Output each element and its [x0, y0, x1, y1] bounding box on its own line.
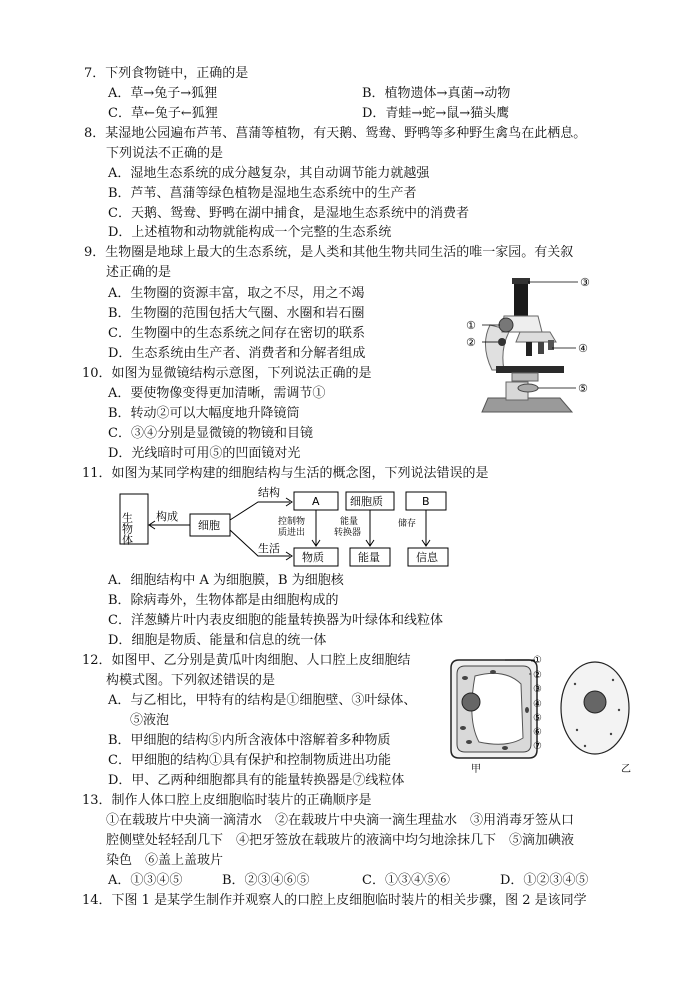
- cell-yi-label: 乙: [621, 764, 631, 775]
- cell-label-2: ②: [533, 670, 542, 681]
- compose-label: 构成: [156, 510, 178, 523]
- q13-steps-line2: 腔侧壁处轻轻刮几下 ④把牙签放在载玻片的液滴中均匀地涂抹几下 ⑤滴加碘液: [106, 833, 575, 848]
- q13-stem: 13．制作人体口腔上皮细胞临时装片的正确顺序是: [82, 793, 372, 808]
- cell-label-4: ④: [533, 699, 542, 710]
- organism-label-part: 生物体: [120, 512, 134, 545]
- structure-label: 结构: [258, 486, 280, 499]
- life-label: 生活: [258, 542, 280, 555]
- q12-option-a-line2: ⑤液泡: [130, 713, 170, 728]
- q10-option-b: B．转动②可以大幅度地升降镜筒: [108, 406, 300, 421]
- q8-option-c: C．天鹅、鸳鸯、野鸭在湖中捕食，是湿地生态系统中的消费者: [108, 206, 469, 221]
- q9-stem-line1: 9．生物圈是地球上最大的生态系统，是人类和其他生物共同生活的唯一家园。有关叙: [84, 245, 574, 260]
- q7-option-a: A．草→兔子→狐狸: [108, 86, 218, 101]
- q9-stem-line2: 述正确的是: [106, 265, 172, 280]
- microscope-label-4: ④: [578, 342, 588, 355]
- q7-option-d: D．青蛙→蛇→鼠→猫头鹰: [362, 106, 510, 121]
- cell-label-6: ⑥: [533, 727, 542, 738]
- control-label-1: 控制物: [278, 517, 306, 527]
- storage-label: 储存: [398, 519, 417, 529]
- q13-option-c: C．①③④⑤⑥: [362, 873, 450, 888]
- matter-label: 物质: [302, 551, 324, 564]
- q12-stem-line2: 构模式图。下列叙述错误的是: [106, 673, 276, 688]
- q12-option-d: D．甲、乙两种细胞都具有的能量转换器是⑦线粒体: [108, 773, 405, 788]
- q9-option-b: B．生物圈的范围包括大气圈、水圈和岩石圈: [108, 306, 365, 321]
- q12-option-a-line1: A．与乙相比，甲特有的结构是①细胞壁、③叶绿体、: [108, 693, 417, 708]
- q8-stem-line1: 8．某湿地公园遍布芦苇、菖蒲等植物，有天鹅、鸳鸯、野鸭等多种野生禽鸟在此栖息。: [84, 126, 587, 141]
- q13-steps-line3: 染色 ⑥盖上盖玻片: [106, 853, 224, 868]
- microscope-label-5: ⑤: [578, 382, 588, 395]
- q9-option-c: C．生物圈中的生态系统之间存在密切的联系: [108, 326, 365, 341]
- q7-option-b: B．植物遗体→真菌→动物: [362, 86, 511, 101]
- cell-label-3: ③: [533, 684, 542, 695]
- cell-label: 细胞: [198, 519, 220, 532]
- q13-option-a: A．①③④⑤: [108, 873, 183, 888]
- microscope-figure: [460, 270, 600, 420]
- cell-label-7: ⑦: [533, 741, 542, 752]
- q9-option-a: A．生物圈的资源丰富，取之不尽，用之不竭: [108, 286, 365, 301]
- cell-jia-label: 甲: [471, 764, 481, 775]
- q13-steps-line1: ①在载玻片中央滴一滴清水 ②在载玻片中央滴一滴生理盐水 ③用消毒牙签从口: [106, 813, 575, 828]
- q8-option-a: A．湿地生态系统的成分越复杂，其自动调节能力就越强: [108, 166, 430, 181]
- microscope-label-1: ①: [466, 319, 476, 332]
- box-b-label: B: [422, 495, 430, 508]
- cell-label-1: ①: [533, 655, 542, 666]
- energy-converter-label-1: 能量: [340, 517, 359, 527]
- q12-option-c: C．甲细胞的结构①具有保护和控制物质进出功能: [108, 753, 391, 768]
- q8-option-d: D．上述植物和动物就能构成一个完整的生态系统: [108, 225, 392, 240]
- cell-concept-map: [118, 484, 458, 570]
- cell-label-5: ⑤: [533, 713, 542, 724]
- q8-stem-line2: 下列说法不正确的是: [106, 146, 224, 161]
- q14-stem: 14．下图 1 是某学生制作并观察人的口腔上皮细胞临时装片的相关步骤，图 2 是该同学: [82, 893, 587, 908]
- info-label: 信息: [416, 551, 438, 564]
- energy-label: 能量: [358, 551, 380, 564]
- microscope-label-3: ③: [580, 276, 590, 289]
- q11-option-c: C．洋葱鳞片叶内表皮细胞的能量转换器为叶绿体和线粒体: [108, 613, 443, 628]
- q13-option-d: D．①②③④⑤: [500, 873, 589, 888]
- q10-option-d: D．光线暗时可用⑤的凹面镜对光: [108, 446, 301, 461]
- cell-structure-figure: [445, 650, 655, 775]
- microscope-label-2: ②: [466, 336, 476, 349]
- q13-option-b: B．②③④⑥⑤: [222, 873, 310, 888]
- q11-option-a: A．细胞结构中 A 为细胞膜，B 为细胞核: [108, 573, 344, 588]
- control-label-2: 质进出: [278, 528, 306, 538]
- q7-stem: 7．下列食物链中，正确的是: [84, 66, 249, 81]
- q9-option-d: D．生态系统由生产者、消费者和分解者组成: [108, 346, 366, 361]
- q11-option-b: B．除病毒外，生物体都是由细胞构成的: [108, 593, 339, 608]
- q11-option-d: D．细胞是物质、能量和信息的统一体: [108, 633, 327, 648]
- energy-converter-label-2: 转换器: [334, 528, 362, 538]
- q12-stem-line1: 12．如图甲、乙分别是黄瓜叶肉细胞、人口腔上皮细胞结: [82, 653, 411, 668]
- q10-option-a: A．要使物像变得更加清晰，需调节①: [108, 386, 326, 401]
- box-a-label: A: [312, 495, 320, 508]
- q11-stem: 11．如图为某同学构建的细胞结构与生活的概念图，下列说法错误的是: [82, 466, 489, 481]
- q8-option-b: B．芦苇、菖蒲等绿色植物是湿地生态系统中的生产者: [108, 186, 417, 201]
- cytoplasm-label: 细胞质: [350, 495, 383, 508]
- q10-stem: 10．如图为显微镜结构示意图，下列说法正确的是: [82, 366, 372, 381]
- q12-option-b: B．甲细胞的结构⑤内所含液体中溶解着多种物质: [108, 733, 391, 748]
- q7-option-c: C．草←兔子←狐狸: [108, 106, 218, 121]
- q10-option-c: C．③④分别是显微镜的物镜和目镜: [108, 426, 313, 441]
